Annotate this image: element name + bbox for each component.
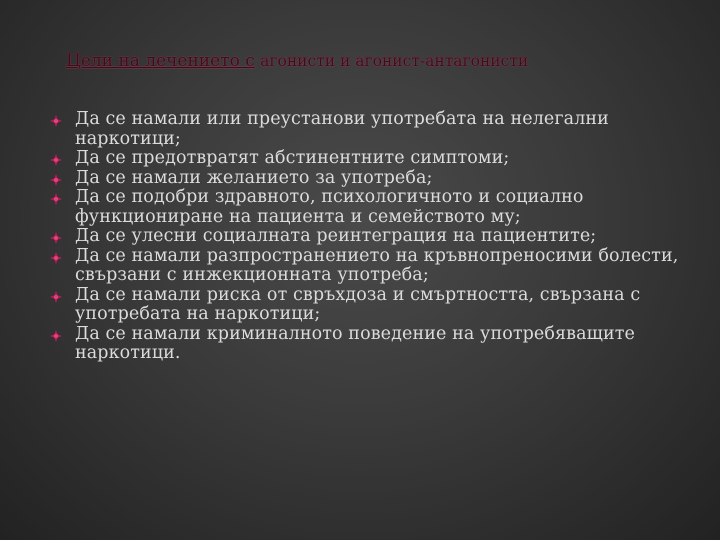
diamond-bullet-icon <box>50 115 62 127</box>
diamond-bullet-icon <box>50 252 62 264</box>
list-item-text: Да се намали риска от свръхдоза и смъртността, свързана с употребата на наркотици; <box>75 284 641 324</box>
list-item-text: Да се намали разпространението на кръвнопреносими болести, свързани с инжекционната употреба; <box>75 245 679 285</box>
list-item <box>50 247 710 286</box>
slide-title-sub: агонисти и агонист-антагонисти <box>260 52 529 70</box>
list-item <box>50 188 710 227</box>
slide-title-main: Цели на лечението с <box>66 51 255 71</box>
diamond-bullet-icon <box>50 193 62 205</box>
bullet-list <box>50 110 710 364</box>
list-item <box>50 325 710 364</box>
diamond-bullet-icon <box>50 330 62 342</box>
diamond-bullet-icon <box>50 291 62 303</box>
list-item-text: Да се намали желанието за употреба; <box>75 167 433 188</box>
list-item-text: Да се намали криминалното поведение на употребяващите наркотици. <box>75 323 636 363</box>
diamond-bullet-icon <box>50 174 62 186</box>
list-item <box>50 149 710 169</box>
list-item <box>50 227 710 247</box>
slide-title <box>66 49 706 73</box>
list-item <box>50 169 710 189</box>
list-item-text: Да се предотвратят абстинентните симптоми; <box>75 148 510 168</box>
list-item <box>50 286 710 325</box>
list-item-text: Да се намали или преустанови употребата на нелегални наркотици; <box>75 109 609 149</box>
diamond-bullet-icon <box>50 154 62 166</box>
list-item <box>50 110 710 149</box>
diamond-bullet-icon <box>50 232 62 244</box>
list-item-text: Да се улесни социалната реинтеграция на пациентите; <box>75 226 597 246</box>
list-item-text: Да се подобри здравното, психологичното и социално функциониране на пациента и семейството му; <box>75 187 584 227</box>
